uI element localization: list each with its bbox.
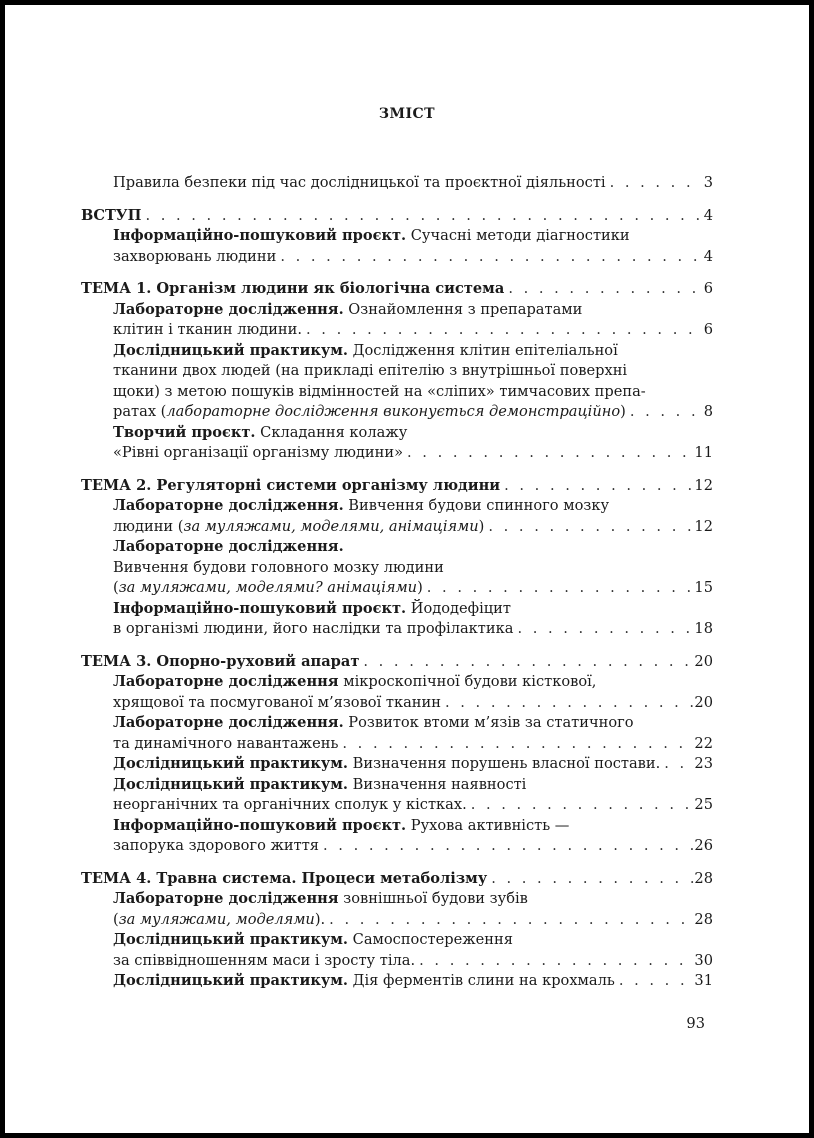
entry-type: Дослідницький практикум. (113, 341, 349, 359)
entry-text: Ознайомлення з препаратами (343, 300, 583, 318)
entry-text: Дослідження клітин епітеліальної (348, 341, 618, 359)
entry-text-part: людини ( (113, 517, 184, 535)
entry-text: Йододефіцит (406, 599, 511, 617)
toc-entry (81, 889, 713, 930)
entry-type: Інформаційно-пошуковий проєкт. (113, 227, 407, 244)
leader-dots (615, 971, 695, 992)
entry-text-part: ратах ( (113, 403, 167, 420)
entry-text: Розвиток втоми м’язів за статичного (343, 714, 634, 731)
toc-page-number: 12 (694, 517, 713, 535)
toc-section-topic-4 (81, 869, 713, 890)
entry-text (113, 971, 615, 992)
entry-text: Самоспостереження (348, 931, 513, 948)
entry-text (113, 754, 660, 775)
toc-entry-safety (81, 173, 713, 194)
leader-dots (415, 951, 694, 972)
toc-entry (81, 775, 713, 816)
entry-type: Творчий проєкт. (113, 423, 256, 441)
leader-dots (504, 279, 699, 300)
leader-dots (487, 869, 694, 890)
toc-section-topic-2 (81, 476, 713, 497)
entry-type: Лабораторне дослідження. (113, 538, 344, 555)
page-title: ЗМІСТ (378, 106, 436, 122)
toc-entry (81, 341, 713, 423)
entry-text (113, 578, 423, 599)
toc-page-number: 31 (694, 972, 713, 989)
entry-type: Дослідницький практикум. (113, 755, 349, 772)
leader-dots (319, 836, 694, 857)
entry-note: за муляжами, моделями (118, 910, 315, 928)
entry-text (113, 402, 626, 423)
toc-entry (81, 226, 713, 267)
section-heading: ТЕМА 4. Травна система. Процеси метаболізму (81, 869, 488, 887)
entry-text: та динамічного навантажень (113, 734, 339, 752)
toc-page-number: 23 (694, 755, 713, 772)
leader-dots (302, 320, 699, 341)
entry-text-part: Дія ферментів слини на крохмаль (348, 972, 615, 989)
leader-dots (660, 754, 694, 775)
toc-entry-text: Правила безпеки під час дослідницької та проєктної діяльності (113, 174, 606, 191)
leader-dots (403, 443, 694, 464)
toc-entry (81, 713, 713, 754)
entry-text: захворювань людини (113, 247, 277, 265)
entry-text: Вивчення будови спинного мозку (343, 497, 610, 514)
entry-note: за муляжами, моделями? анімаціями (118, 579, 418, 596)
entry-type: Дослідницький практикум. (113, 931, 349, 948)
toc-entry (81, 423, 713, 464)
entry-text-part: ). (314, 910, 326, 928)
toc-entry (81, 754, 713, 775)
toc-page-number: 28 (694, 910, 713, 928)
leader-dots (338, 734, 694, 755)
entry-text: клітин і тканин людини. (113, 321, 303, 338)
toc-page-number: 12 (694, 476, 713, 494)
entry-text-part: ( (113, 910, 119, 928)
entry-text: «Рівні організації організму людини» (113, 444, 404, 461)
leader-dots (141, 206, 699, 227)
toc-entry (81, 496, 713, 537)
table-of-contents (81, 173, 713, 992)
toc-page-number: 6 (703, 280, 713, 297)
entry-text: Сучасні методи діагностики (406, 227, 630, 244)
entry-type: Дослідницький практикум. (113, 972, 349, 989)
entry-text (113, 910, 325, 931)
section-heading: ТЕМА 3. Опорно-руховий апарат (81, 652, 360, 670)
entry-type: Лабораторне дослідження (113, 890, 339, 907)
entry-type: Інформаційно-пошуковий проєкт. (113, 816, 407, 834)
toc-entry (81, 672, 713, 713)
toc-page-number: 15 (694, 579, 713, 596)
entry-text-part: ) (620, 403, 626, 420)
toc-page-number: 3 (703, 174, 713, 191)
toc-entry (81, 537, 713, 599)
toc-page-number: 4 (703, 206, 713, 224)
toc-entry (81, 971, 713, 992)
toc-page-number: 28 (694, 869, 713, 887)
toc-entry (81, 816, 713, 857)
entry-type: Лабораторне дослідження. (113, 497, 344, 514)
entry-type: Дослідницький практикум. (113, 775, 349, 793)
entry-type: Лабораторне дослідження (113, 673, 339, 690)
entry-text-part: ) (417, 579, 423, 596)
entry-text: зовнішньої будови зубів (338, 890, 528, 907)
page-number: 93 (686, 1015, 705, 1032)
toc-section-intro (81, 206, 713, 227)
leader-dots (484, 517, 694, 538)
entry-text: Рухова активність — (406, 816, 570, 834)
entry-text: запорука здорового життя (113, 837, 320, 854)
entry-text-part: ( (113, 579, 119, 596)
entry-type: Інформаційно-пошуковий проєкт. (113, 599, 407, 617)
leader-dots (359, 652, 694, 673)
leader-dots (276, 247, 699, 268)
toc-page-number: 20 (694, 693, 713, 711)
leader-dots (325, 910, 694, 931)
toc-page-number: 4 (703, 247, 713, 265)
entry-text: хрящової та посмугованої м’язової тканин (113, 693, 441, 711)
entry-text: тканини двох людей (на прикладі епітелію з внутрішньої поверхні (113, 362, 628, 379)
entry-text: Визначення наявності (348, 775, 527, 793)
leader-dots (500, 476, 694, 497)
toc-page-number: 22 (694, 734, 713, 752)
entry-text: неорганічних та органічних сполук у кістках. (113, 796, 467, 813)
toc-page-number: 6 (703, 321, 713, 338)
entry-note: лабораторне дослідження виконується демонстраційно (166, 403, 621, 420)
entry-text: Складання колажу (255, 423, 408, 441)
leader-dots (441, 693, 694, 714)
entry-text: щоки) з метою пошуків відмінностей на «сліпих» тимчасових препа- (113, 382, 646, 400)
toc-page-number: 30 (694, 951, 713, 969)
leader-dots (626, 402, 699, 423)
toc-page-number: 20 (694, 652, 713, 670)
entry-note: за муляжами, моделями, анімаціями (183, 517, 479, 535)
toc-section-topic-3 (81, 652, 713, 673)
leader-dots (513, 619, 694, 640)
entry-text: мікроскопічної будови кісткової, (338, 673, 597, 690)
section-heading: ТЕМА 1. Організм людини як біологічна система (81, 280, 505, 297)
section-heading: ВСТУП (81, 206, 142, 224)
entry-type: Лабораторне дослідження. (113, 714, 344, 731)
leader-dots (467, 795, 695, 816)
toc-page-number: 11 (694, 444, 713, 461)
toc-page-number: 26 (694, 837, 713, 854)
entry-text-part: Визначення порушень власної постави. (348, 755, 661, 772)
toc-entry (81, 599, 713, 640)
entry-text: за співвідношенням маси і зросту тіла. (113, 951, 416, 969)
toc-page-number: 8 (703, 403, 713, 420)
toc-page-number: 25 (694, 796, 713, 813)
entry-text (113, 517, 484, 538)
leader-dots (606, 173, 699, 194)
entry-text-part: ) (478, 517, 485, 535)
toc-page-number: 18 (694, 620, 713, 637)
toc-entry (81, 930, 713, 971)
toc-section-topic-1 (81, 279, 713, 300)
entry-text: Вивчення будови головного мозку людини (113, 558, 444, 576)
entry-type: Лабораторне дослідження. (113, 300, 344, 318)
section-heading: ТЕМА 2. Регуляторні системи організму людини (81, 476, 501, 494)
toc-entry (81, 300, 713, 341)
entry-text: в організмі людини, його наслідки та профілактика (113, 620, 514, 637)
leader-dots (423, 578, 695, 599)
